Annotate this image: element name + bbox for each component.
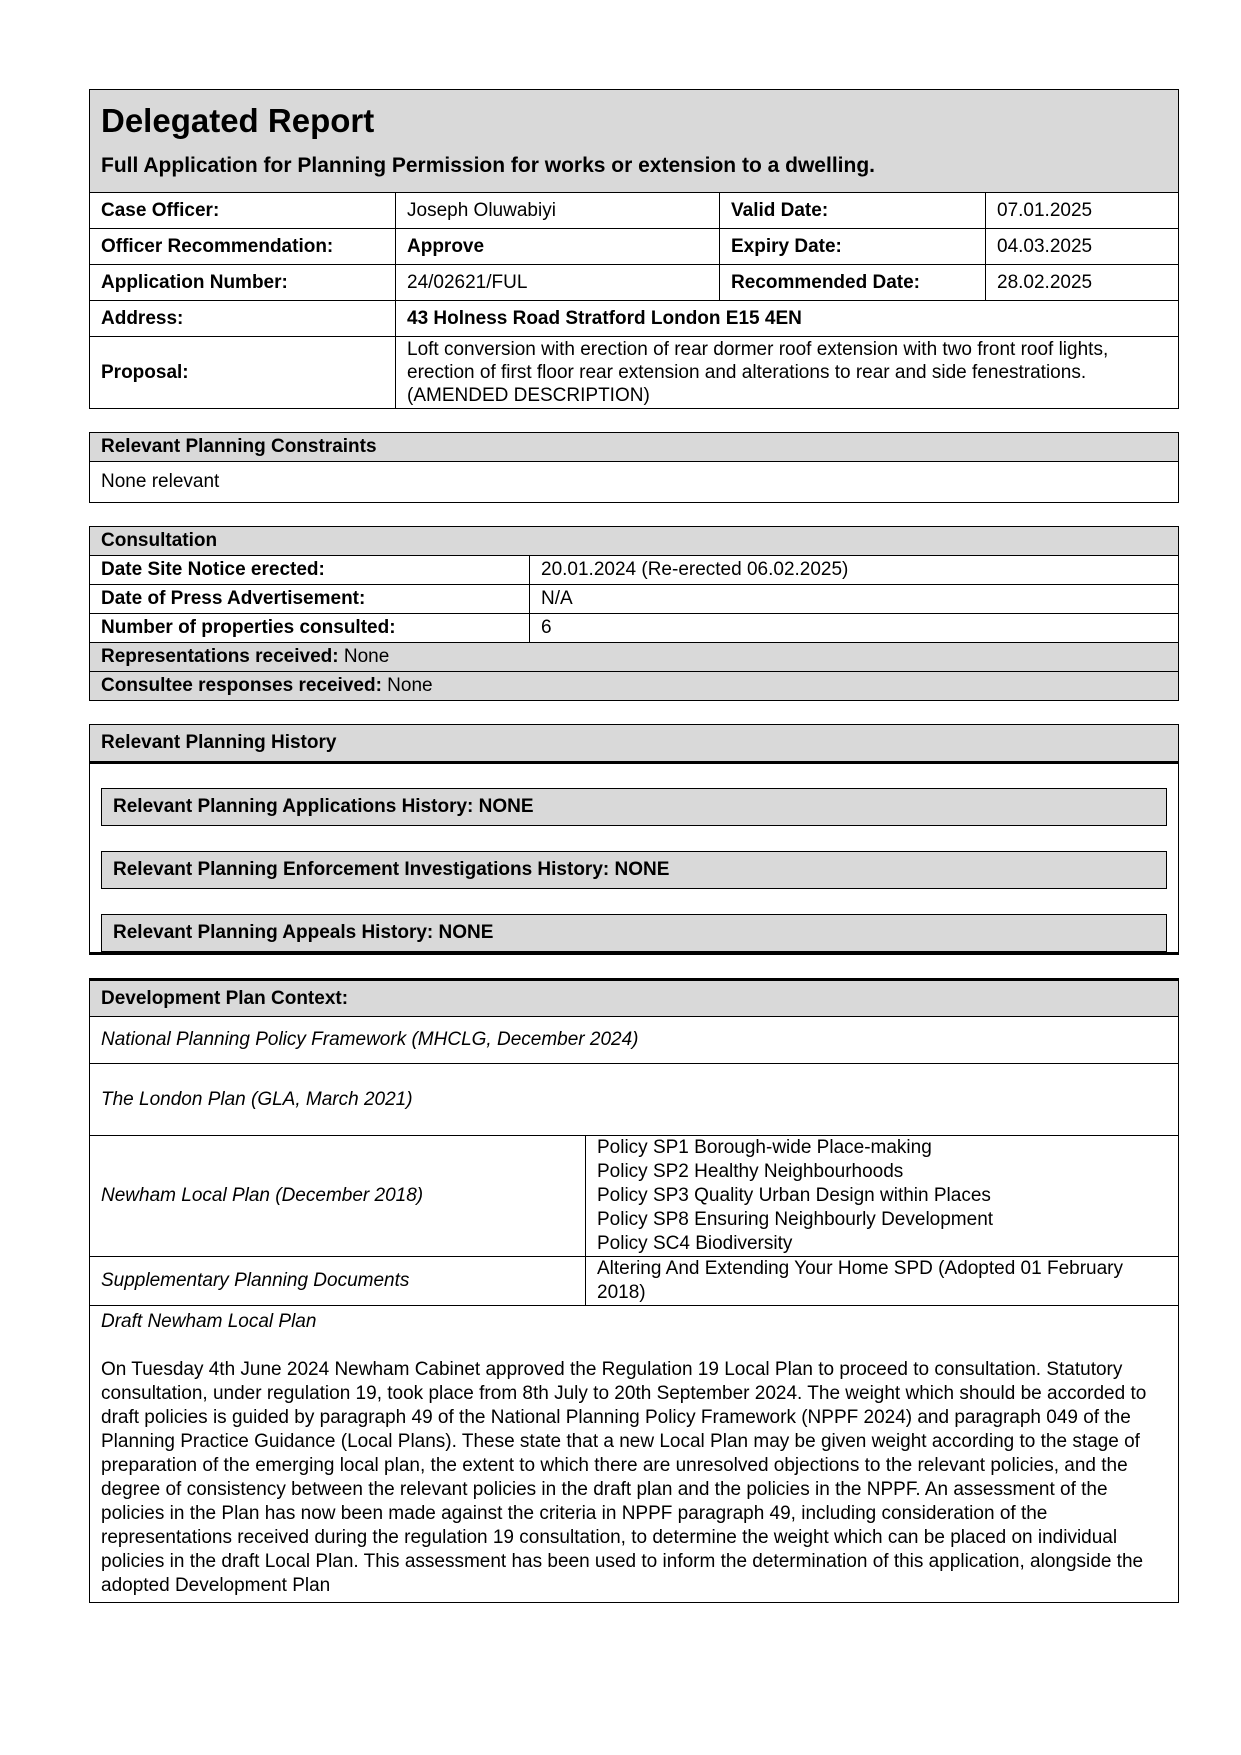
proposal-label: Proposal: bbox=[90, 337, 396, 409]
local-plan-policies bbox=[586, 1136, 1179, 1257]
spd-label: Supplementary Planning Documents bbox=[90, 1257, 586, 1306]
policy-item: Policy SP8 Ensuring Neighbourly Development bbox=[597, 1209, 994, 1230]
consultee-value: None bbox=[387, 675, 433, 696]
application-number-value: 24/02621/FUL bbox=[396, 265, 720, 301]
press-advert-value: N/A bbox=[530, 585, 1179, 614]
report-header bbox=[90, 90, 1179, 193]
recommended-date-label: Recommended Date: bbox=[720, 265, 986, 301]
expiry-date-label: Expiry Date: bbox=[720, 229, 986, 265]
site-notice-value: 20.01.2024 (Re-erected 06.02.2025) bbox=[530, 556, 1179, 585]
london-plan-row: The London Plan (GLA, March 2021) bbox=[90, 1064, 1179, 1136]
planning-history-section bbox=[89, 724, 1179, 955]
page-title: Delegated Report bbox=[101, 102, 375, 139]
draft-local-plan-heading: Draft Newham Local Plan bbox=[101, 1311, 317, 1332]
representations-label: Representations received: bbox=[101, 646, 339, 667]
proposal-value: Loft conversion with erection of rear dormer roof extension with two front roof lights, erection of first floor rear extension and alterations to rear and side fenestrations. (AMENDED DESCRIPTION) bbox=[396, 337, 1179, 409]
constraints-table bbox=[89, 432, 1179, 503]
address-label: Address: bbox=[90, 301, 396, 337]
policy-item: Policy SP3 Quality Urban Design within Places bbox=[597, 1185, 991, 1206]
case-officer-label: Case Officer: bbox=[90, 193, 396, 229]
development-plan-heading: Development Plan Context: bbox=[90, 980, 1179, 1017]
recommendation-value: Approve bbox=[396, 229, 720, 265]
application-number-label: Application Number: bbox=[90, 265, 396, 301]
recommendation-label: Officer Recommendation: bbox=[90, 229, 396, 265]
nppf-row: National Planning Policy Framework (MHCLG, December 2024) bbox=[90, 1017, 1179, 1064]
representations-row bbox=[90, 643, 1179, 672]
policy-item: Policy SP1 Borough-wide Place-making bbox=[597, 1137, 932, 1158]
table-row bbox=[90, 229, 1179, 265]
consultation-table bbox=[89, 526, 1179, 701]
representations-value: None bbox=[343, 646, 390, 667]
press-advert-label: Date of Press Advertisement: bbox=[90, 585, 530, 614]
policy-item: Policy SC4 Biodiversity bbox=[597, 1233, 793, 1254]
table-row bbox=[90, 265, 1179, 301]
enforcement-history: Relevant Planning Enforcement Investigations History: NONE bbox=[101, 851, 1167, 889]
case-officer-value: Joseph Oluwabiyi bbox=[396, 193, 720, 229]
constraints-heading: Relevant Planning Constraints bbox=[90, 433, 1179, 462]
consultation-heading: Consultation bbox=[90, 527, 1179, 556]
table-row bbox=[90, 193, 1179, 229]
table-row bbox=[90, 337, 1179, 409]
spd-value: Altering And Extending Your Home SPD (Adopted 01 February 2018) bbox=[586, 1257, 1179, 1306]
expiry-date-value: 04.03.2025 bbox=[986, 229, 1179, 265]
applications-history: Relevant Planning Applications History: NONE bbox=[101, 788, 1167, 826]
properties-consulted-label: Number of properties consulted: bbox=[90, 614, 530, 643]
constraints-value: None relevant bbox=[90, 462, 1179, 503]
local-plan-label: Newham Local Plan (December 2018) bbox=[90, 1136, 586, 1257]
consultee-label: Consultee responses received: bbox=[101, 675, 382, 696]
valid-date-label: Valid Date: bbox=[720, 193, 986, 229]
valid-date-value: 07.01.2025 bbox=[986, 193, 1179, 229]
delegated-report-page bbox=[89, 89, 1179, 1603]
draft-local-plan-text: On Tuesday 4th June 2024 Newham Cabinet approved the Regulation 19 Local Plan to proceed to consultation. Statutory consultation, under regulation 19, took place from 8th July to 20th September 2024. The weight which should be accorded to draft policies is guided by paragraph 49 of the National Planning Policy Framework (NPPF 2024) and paragraph 049 of the Planning Practice Guidance (Local Plans). These state that a new Local Plan may be given weight according to the stage of preparation of the emerging local plan, the extent to which there are unresolved objections to the relevant policies, and the degree of consistency between the relevant policies in the draft plan and the policies in the NPPF. An assessment of the policies in the Plan has now been made against the criteria in NPPF paragraph 49, including consideration of the representations received during the regulation 19 consultation, to determine the weight which can be placed on individual policies in the draft Local Plan. This assessment has been used to inform the determination of this application, alongside the adopted Development Plan bbox=[101, 1359, 1147, 1596]
table-row bbox=[90, 301, 1179, 337]
history-heading: Relevant Planning History bbox=[90, 725, 1178, 764]
policy-item: Policy SP2 Healthy Neighbourhoods bbox=[597, 1161, 904, 1182]
application-details-table bbox=[89, 89, 1179, 409]
address-value: 43 Holness Road Stratford London E15 4EN bbox=[396, 301, 1179, 337]
page-subtitle: Full Application for Planning Permission for works or extension to a dwelling. bbox=[101, 154, 875, 177]
draft-local-plan-cell bbox=[90, 1306, 1179, 1603]
development-plan-table bbox=[89, 978, 1179, 1603]
consultee-row bbox=[90, 672, 1179, 701]
properties-consulted-value: 6 bbox=[530, 614, 1179, 643]
appeals-history: Relevant Planning Appeals History: NONE bbox=[101, 914, 1167, 952]
site-notice-label: Date Site Notice erected: bbox=[90, 556, 530, 585]
recommended-date-value: 28.02.2025 bbox=[986, 265, 1179, 301]
